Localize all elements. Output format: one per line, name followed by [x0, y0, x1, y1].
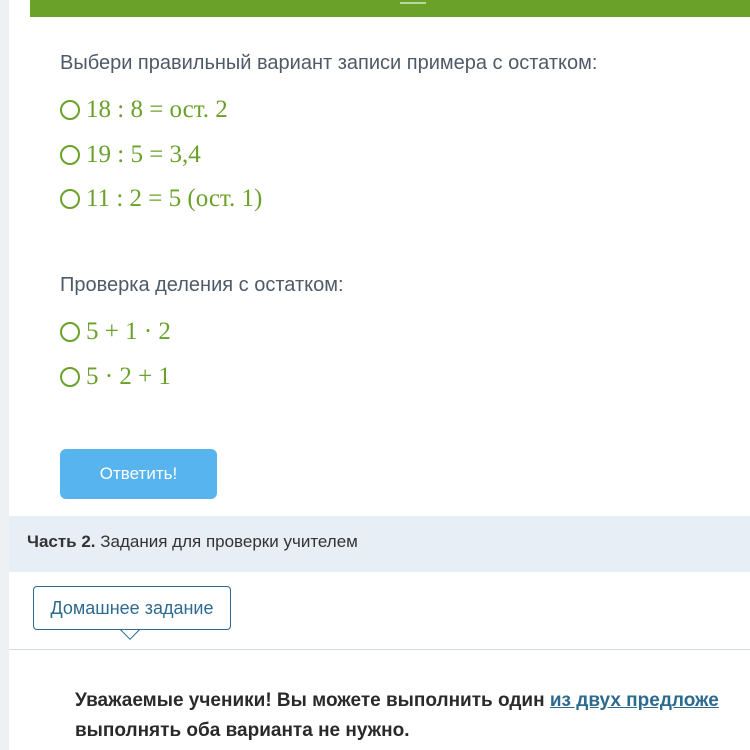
option-1-1[interactable]	[60, 95, 228, 125]
part-number: Часть 2.	[27, 532, 96, 551]
option-2-2[interactable]	[60, 362, 171, 392]
option-label: 5 · 2 + 1	[86, 363, 171, 390]
part-title: Задания для проверки учителем	[100, 532, 358, 551]
option-1-2[interactable]	[60, 140, 201, 170]
radio-button[interactable]	[60, 322, 80, 342]
task-header-bar	[30, 0, 750, 17]
homework-notice	[75, 686, 750, 746]
submit-button[interactable]: Ответить!	[60, 449, 217, 499]
divider	[9, 649, 750, 650]
tab-homework[interactable]: Домашнее задание	[33, 586, 231, 630]
option-label: 18 : 8 = ост. 2	[86, 96, 228, 123]
question-division-check: Проверка деления с остатком:	[60, 274, 344, 296]
radio-button[interactable]	[60, 145, 80, 165]
question-remainder-notation: Выбери правильный вариант записи примера с остатком:	[60, 52, 598, 74]
radio-button[interactable]	[60, 189, 80, 209]
option-label: 5 + 1 · 2	[86, 318, 171, 345]
radio-button[interactable]	[60, 367, 80, 387]
notice-text: Уважаемые ученики! Вы можете выполнить один	[75, 690, 550, 711]
option-label: 19 : 5 = 3,4	[86, 141, 201, 168]
option-1-3[interactable]	[60, 184, 262, 214]
task-card	[30, 17, 750, 517]
part-heading	[27, 532, 358, 552]
option-label: 11 : 2 = 5 (ост. 1)	[86, 185, 263, 212]
left-border	[0, 0, 9, 750]
notice-link[interactable]: из двух предложе	[549, 690, 719, 711]
notice-text-line2: выполнять оба варианта не нужно.	[75, 720, 410, 741]
option-2-1[interactable]	[60, 317, 171, 347]
radio-button[interactable]	[60, 100, 80, 120]
part-header	[9, 516, 750, 572]
